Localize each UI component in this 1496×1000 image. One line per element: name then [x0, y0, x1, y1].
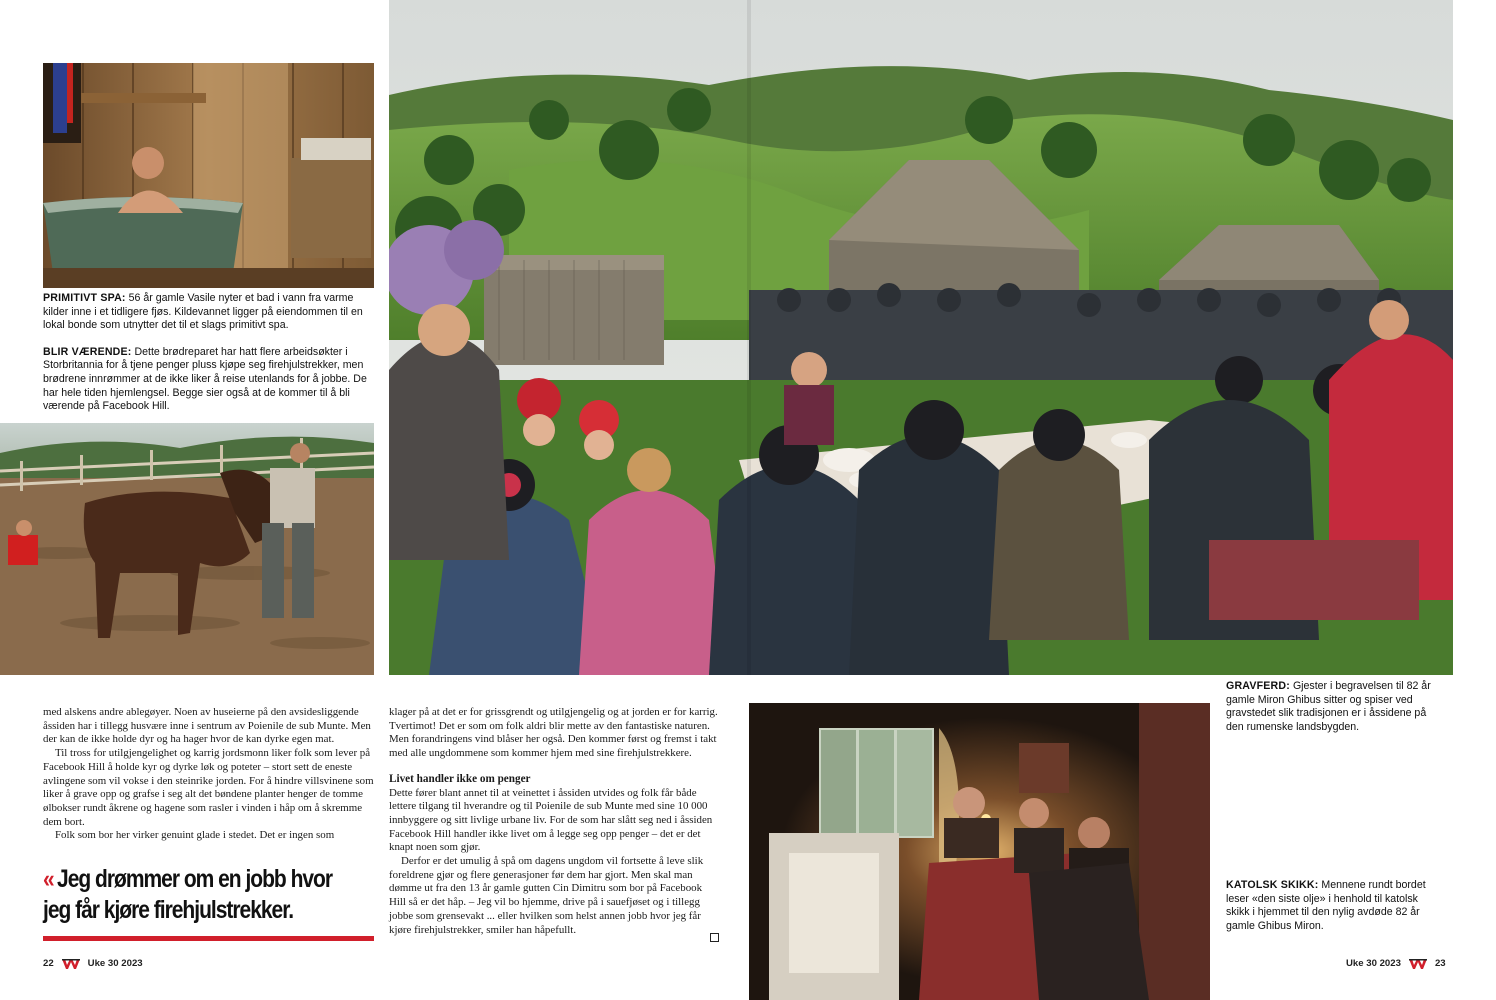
- article-paragraph: klager på at det er for grissgrendt og utilgjengelig og at jorden er for karrig. Tvertimot! Det er som om folk aldri blir mette av den fantastiske naturen. Men forandringens vind blåser her også. Den kommer først og fremst i takt med alle ungdommene som kommer hjem med sine firehjulstrekkere.: [389, 706, 718, 760]
- article-paragraph: Til tross for utilgjengelighet og karrig jordsmonn liker folk som lever på Facebook Hill å holde kyr og dyrke løk og poteter – stort sett de eneste avlingene som vil vokse i den steinrike jorden. For å hindre villsvinene som liker å grave opp og grafse i seg alt det bøndene planter henger de tomme ølbokser rundt åkrene og hagene som rasler i vinden i håp om å skremme dem bort.: [43, 747, 374, 828]
- article-paragraph: Derfor er det umulig å spå om dagens ungdom vil fortsette å leve slik foreldrene gjør og flere generasjoner før dem har gjort. Men skal man dømme ut fra den 13 år gamle gutten Cin Dimitru som bor på Facebook Hill så er det håp. – Jeg vil bo hjemme, drive på i sauefjøset og i tillegg jobbe som grensevakt ... eller hvilken som helst annen jobb hvor jeg får kjøre firehjulstrekker, smiler han håpefullt.: [389, 855, 704, 936]
- caption-text: Mennene rundt bordet leser «den siste olje» i henhold til katolsk skikk i hjemmet til den nylig avdøde 82 år gamle Ghibus Miron.: [1226, 879, 1426, 932]
- folio-right: [1346, 958, 1446, 969]
- caption-lead: BLIR VÆRENDE:: [43, 345, 132, 358]
- issue-label: Uke 30 2023: [87, 958, 143, 969]
- caption-block-left: [43, 292, 375, 427]
- caption-lead: GRAVFERD:: [1226, 680, 1290, 692]
- pull-quote-line: Jeg drømmer om en jobb hvor: [57, 865, 333, 893]
- quote-mark: «: [43, 865, 54, 893]
- magazine-logo-icon: [1409, 959, 1427, 969]
- caption-text: 56 år gamle Vasile nyter et bad i vann fra varme kilder inne i et tidligere fjøs. Kildevannet ligger på eiendommen til en lokal bonde som utnytter det til et slags primitivt spa.: [43, 292, 363, 332]
- photo-bath: [43, 63, 374, 288]
- article-paragraph: Folk som bor her virker genuint glade i stedet. Det er ingen som: [55, 829, 335, 842]
- article-paragraph: Dette fører blant annet til at veinettet i åssiden utvides og folk får både lettere tilgang til hverandre og til Poienile de sub Munte med sine 10 000 innbyggere og sitt livlige urbane liv. For de som har slått seg ned i åssiden Facebook Hill handler ikke livet om å legge seg opp penger – det er det knapt noen som gjør.: [389, 786, 713, 854]
- folio-left: [43, 958, 143, 969]
- photo-funeral-meal: [389, 0, 1453, 675]
- article-column-1: [43, 706, 375, 843]
- caption-gravferd: [1226, 680, 1436, 747]
- caption-lead: KATOLSK SKIKK:: [1226, 879, 1319, 891]
- caption-blir-vaerende: [43, 346, 375, 414]
- issue-label: Uke 30 2023: [1346, 958, 1401, 969]
- caption-lead: PRIMITIVT SPA:: [43, 292, 126, 304]
- pull-quote-line: jeg får kjøre firehjulstrekker.: [43, 896, 294, 924]
- article-subhead: Livet handler ikke om penger: [389, 772, 531, 785]
- caption-text: Gjester i begravelsen til 82 år gamle Miron Ghibus sitter og spiser ved gravstedet slik tradisjonen er i åssidene på den rumenske landsbygden.: [1226, 680, 1431, 733]
- photo-last-rites: [749, 703, 1210, 1000]
- magazine-logo-icon: [62, 959, 80, 969]
- pull-quote-rule: [43, 936, 374, 941]
- caption-primitive-spa: [43, 292, 375, 333]
- pull-quote: [43, 864, 333, 926]
- end-of-article-mark: [710, 933, 719, 942]
- page-number: 22: [43, 958, 54, 969]
- article-paragraph: med alskens andre ablegøyer. Noen av huseierne på den avsidesliggende åssiden har i tillegg husvære inne i sentrum av Poienile de sub Munte. Men der kan de ikke holde dyr og ha hager hvor de kan dyrke egen mat.: [43, 706, 371, 746]
- photo-horse-plowing: [0, 423, 374, 675]
- page-number: 23: [1434, 958, 1446, 969]
- article-column-2: [389, 706, 720, 937]
- caption-text: Dette brødreparet har hatt flere arbeidsøkter i Storbritannia for å tjene penger pluss kjøpe seg firehjulstrekker, men brødrene innrømmer at de ikke liker å reise utenlands for å jobbe. De har hele tiden hjemlengsel. Begge sier også at de kommer til å bli værende på Facebook Hill.: [43, 345, 367, 413]
- caption-katolsk-skikk: [1226, 879, 1436, 946]
